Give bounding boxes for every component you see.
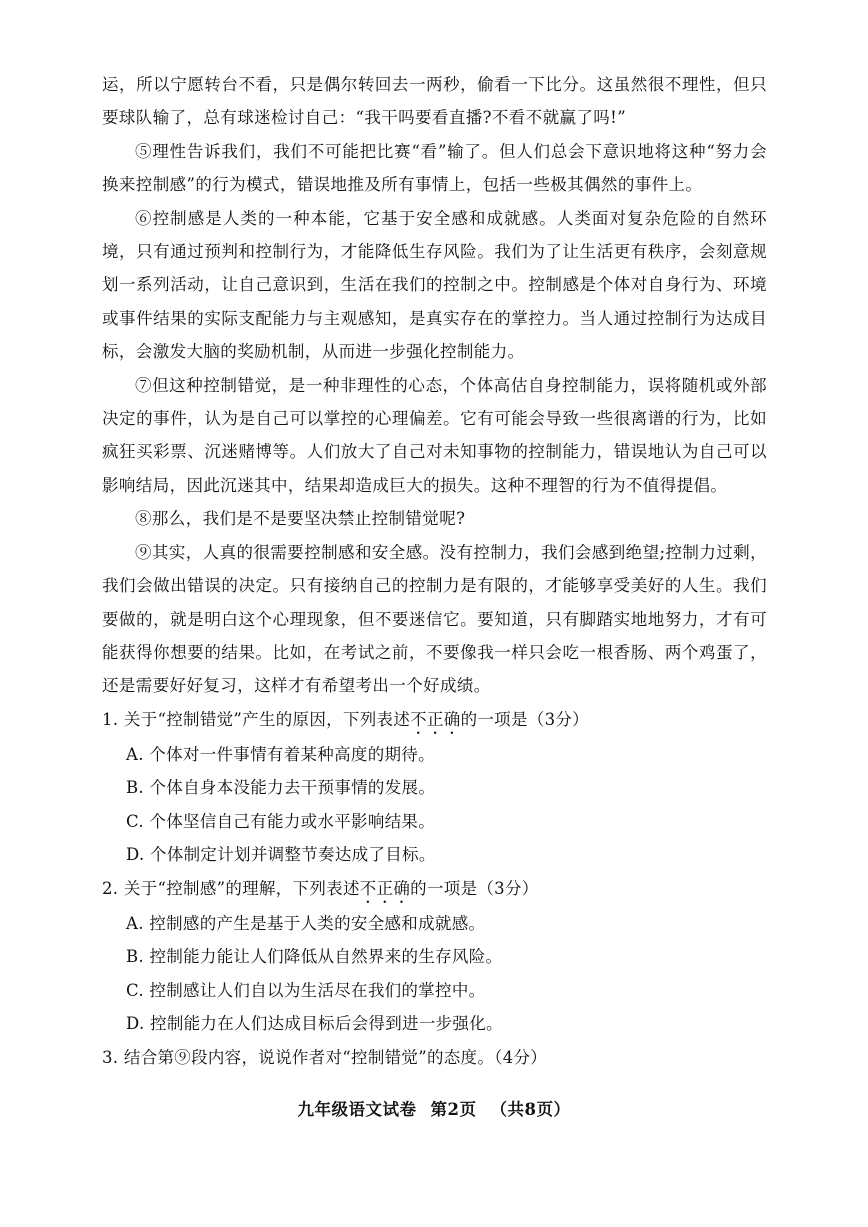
reading-passage bbox=[102, 68, 767, 1074]
question-2-option-a: A. 控制感的产生是基于人类的安全感和成就感。 bbox=[126, 913, 486, 933]
question-1-suffix: 的一项是（3分） bbox=[460, 709, 589, 729]
paragraph-8: ⑧那么，我们是不是要坚决禁止控制错觉呢? bbox=[135, 509, 466, 529]
question-2-prefix: 2. 关于“控制感”的理解，下列表述 bbox=[102, 878, 360, 898]
question-1-stem bbox=[102, 703, 767, 738]
question-1-emphasis: 不正确 bbox=[410, 709, 461, 729]
question-2-option-c: C. 控制感让人们自以为生活尽在我们的掌控中。 bbox=[126, 980, 486, 1000]
question-2-option-d: D. 控制能力在人们达成目标后会得到进一步强化。 bbox=[126, 1014, 503, 1034]
question-2-suffix: 的一项是（3分） bbox=[410, 878, 539, 898]
paragraph-5: ⑤理性告诉我们，我们不可能把比赛“看”输了。但人们总会下意识地将这种“努力会换来控制感”的行为模式，错误地推及所有事情上，包括一些极其偶然的事件上。 bbox=[102, 141, 767, 195]
footer-page-number: 第2页 bbox=[430, 1100, 477, 1119]
question-2-emphasis: 不正确 bbox=[359, 878, 411, 898]
question-2-option-b: B. 控制能力能让人们降低从自然界来的生存风险。 bbox=[126, 947, 503, 967]
question-1-option-b: B. 个体自身本没能力去干预事情的发展。 bbox=[126, 778, 436, 798]
question-2 bbox=[102, 872, 767, 1041]
paragraph-4-continued: 运，所以宁愿转台不看，只是偶尔转回去一两秒，偷看一下比分。这虽然很不理性，但只要球队输了，总有球迷检讨自己：“我干吗要看直播?不看不就赢了吗!” bbox=[102, 75, 767, 128]
footer-subject: 九年级语文试卷 bbox=[297, 1100, 417, 1119]
question-3-stem: 3. 结合第⑨段内容，说说作者对“控制错觉”的态度。（4分） bbox=[102, 1047, 548, 1067]
question-1-prefix: 1. 关于“控制错觉”产生的原因，下列表述 bbox=[102, 709, 411, 729]
question-1-option-d: D. 个体制定计划并调整节奏达成了目标。 bbox=[126, 845, 436, 865]
question-1-option-a: A. 个体对一件事情有着某种高度的期待。 bbox=[126, 744, 435, 764]
question-1-option-c: C. 个体坚信自己有能力或水平影响结果。 bbox=[126, 811, 436, 831]
paragraph-6: ⑥控制感是人类的一种本能，它基于安全感和成就感。人类面对复杂危险的自然环境，只有通过预判和控制行为，才能降低生存风险。我们为了让生活更有秩序，会刻意规划一系列活动，让自己意识到，生活在我们的控制之中。控制感是个体对自身行为、环境或事件结果的实际支配能力与主观感知，是真实存在的掌控力。当人通过控制行为达成目标，会激发大脑的奖励机制，从而进一步强化控制能力。 bbox=[102, 208, 767, 362]
question-3 bbox=[102, 1041, 767, 1075]
question-2-stem bbox=[102, 872, 767, 907]
paragraph-9: ⑨其实，人真的很需要控制感和安全感。没有控制力，我们会感到绝望;控制力过剩，我们会做出错误的决定。只有接纳自己的控制力是有限的，才能够享受美好的人生。我们要做的，就是明白这个心理现象，但不要迷信它。要知道，只有脚踏实地地努力，才有可能获得你想要的结果。比如，在考试之前，不要像我一样只会吃一根香肠、两个鸡蛋了，还是需要好好复习，这样才有希望考出一个好成绩。 bbox=[102, 542, 767, 696]
question-1 bbox=[102, 703, 767, 872]
footer-total-pages: （共8页） bbox=[490, 1100, 571, 1119]
page-footer bbox=[0, 1096, 868, 1120]
paragraph-7: ⑦但这种控制错觉，是一种非理性的心态，个体高估自身控制能力，误将随机或外部决定的事件，认为是自己可以掌控的心理偏差。它有可能会导致一些很离谱的行为，比如疯狂买彩票、沉迷赌博等。人们放大了自己对未知事物的控制能力，错误地认为自己可以影响结局，因此沉迷其中，结果却造成巨大的损失。这种不理智的行为不值得提倡。 bbox=[102, 375, 767, 495]
